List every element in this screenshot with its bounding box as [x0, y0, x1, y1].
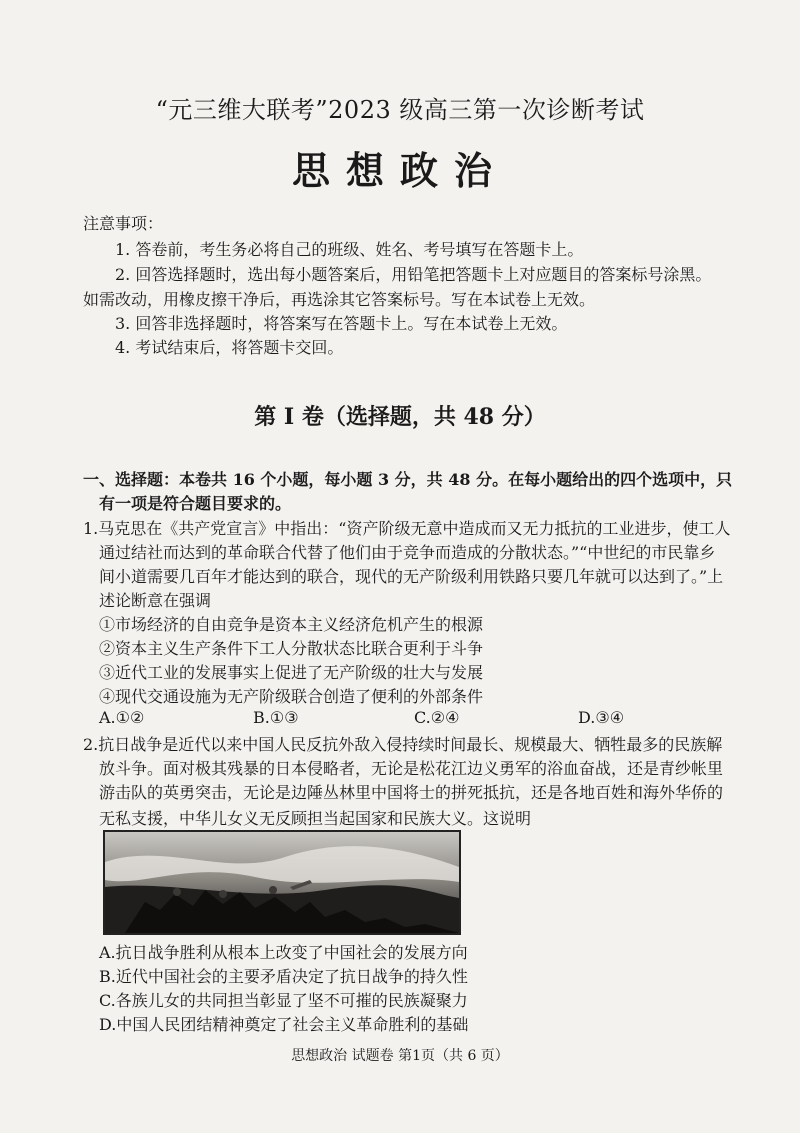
q2-stem-line: 游击队的英勇突击，无论是边陲丛林里中国将士的拼死抵抗，还是各地百姓和海外华侨的	[99, 783, 724, 802]
part-intro-line: 有一项是符合题目要求的。	[99, 494, 292, 513]
notice-item: 1. 答卷前，考生务必将自己的班级、姓名、考号填写在答题卡上。	[115, 240, 584, 259]
battle-painting-svg	[105, 832, 459, 933]
q1-stem-line: 间小道需要几百年才能达到的联合，现代的无产阶级利用铁路只要几年就可以达到了。”上	[99, 567, 724, 586]
q1-option-c: C.②④	[414, 708, 460, 727]
q1-option-d: D.③④	[578, 708, 625, 727]
notice-item: 3. 回答非选择题时，将答案写在答题卡上。写在本试卷上无效。	[115, 314, 568, 333]
part-intro-line: 一、选择题：本卷共 16 个小题，每小题 3 分，共 48 分。在每小题给出的四个选项中，只	[83, 470, 733, 489]
q1-stem-line: 通过结社而达到的革命联合代替了他们由于竞争而造成的分散状态。”“中世纪的市民靠乡	[99, 543, 716, 562]
q2-stem-line: 无私支援，中华儿女义无反顾担当起国家和民族大义。这说明	[99, 809, 532, 828]
q1-stem-line: 1.马克思在《共产党宣言》中指出：“资产阶级无意中造成而又无力抵抗的工业进步，使工人	[83, 519, 731, 538]
notice-item: 4. 考试结束后，将答题卡交回。	[115, 338, 344, 357]
q1-option-a: A.①②	[99, 708, 145, 727]
q1-statement: ②资本主义生产条件下工人分散状态比联合更利于斗争	[99, 639, 484, 658]
exam-title: “元三维大联考”2023 级高三第一次诊断考试	[155, 96, 645, 124]
q1-statement: ③近代工业的发展事实上促进了无产阶级的壮大与发展	[99, 663, 484, 682]
notice-item: 如需改动，用橡皮擦干净后，再选涂其它答案标号。写在本试卷上无效。	[83, 290, 596, 309]
battle-painting-image	[103, 830, 461, 935]
q1-stem-line: 述论断意在强调	[99, 591, 212, 610]
q2-stem-line: 放斗争。面对极其残暴的日本侵略者，无论是松花江边义勇军的浴血奋战，还是青纱帐里	[99, 759, 724, 778]
q2-option-c: C.各族儿女的共同担当彰显了坚不可摧的民族凝聚力	[99, 991, 468, 1010]
q2-option-d: D.中国人民团结精神奠定了社会主义革命胜利的基础	[99, 1015, 469, 1034]
subject-title: 思想政治	[291, 148, 508, 193]
q1-statement: ①市场经济的自由竞争是资本主义经济危机产生的根源	[99, 615, 484, 634]
q2-option-a: A.抗日战争胜利从根本上改变了中国社会的发展方向	[99, 943, 468, 962]
q1-statement: ④现代交通设施为无产阶级联合创造了便利的外部条件	[99, 687, 484, 706]
q2-stem-line: 2.抗日战争是近代以来中国人民反抗外敌入侵持续时间最长、规模最大、牺牲最多的民族解	[83, 735, 723, 754]
section-title: 第 I 卷（选择题，共 48 分）	[254, 404, 546, 430]
page-footer: 思想政治 试题卷 第1页（共 6 页）	[291, 1048, 509, 1064]
notice-heading: 注意事项：	[83, 214, 164, 233]
q2-option-b: B.近代中国社会的主要矛盾决定了抗日战争的持久性	[99, 967, 468, 986]
notice-item: 2. 回答选择题时，选出每小题答案后，用铅笔把答题卡上对应题目的答案标号涂黑。	[115, 265, 712, 284]
q1-option-b: B.①③	[253, 708, 299, 727]
